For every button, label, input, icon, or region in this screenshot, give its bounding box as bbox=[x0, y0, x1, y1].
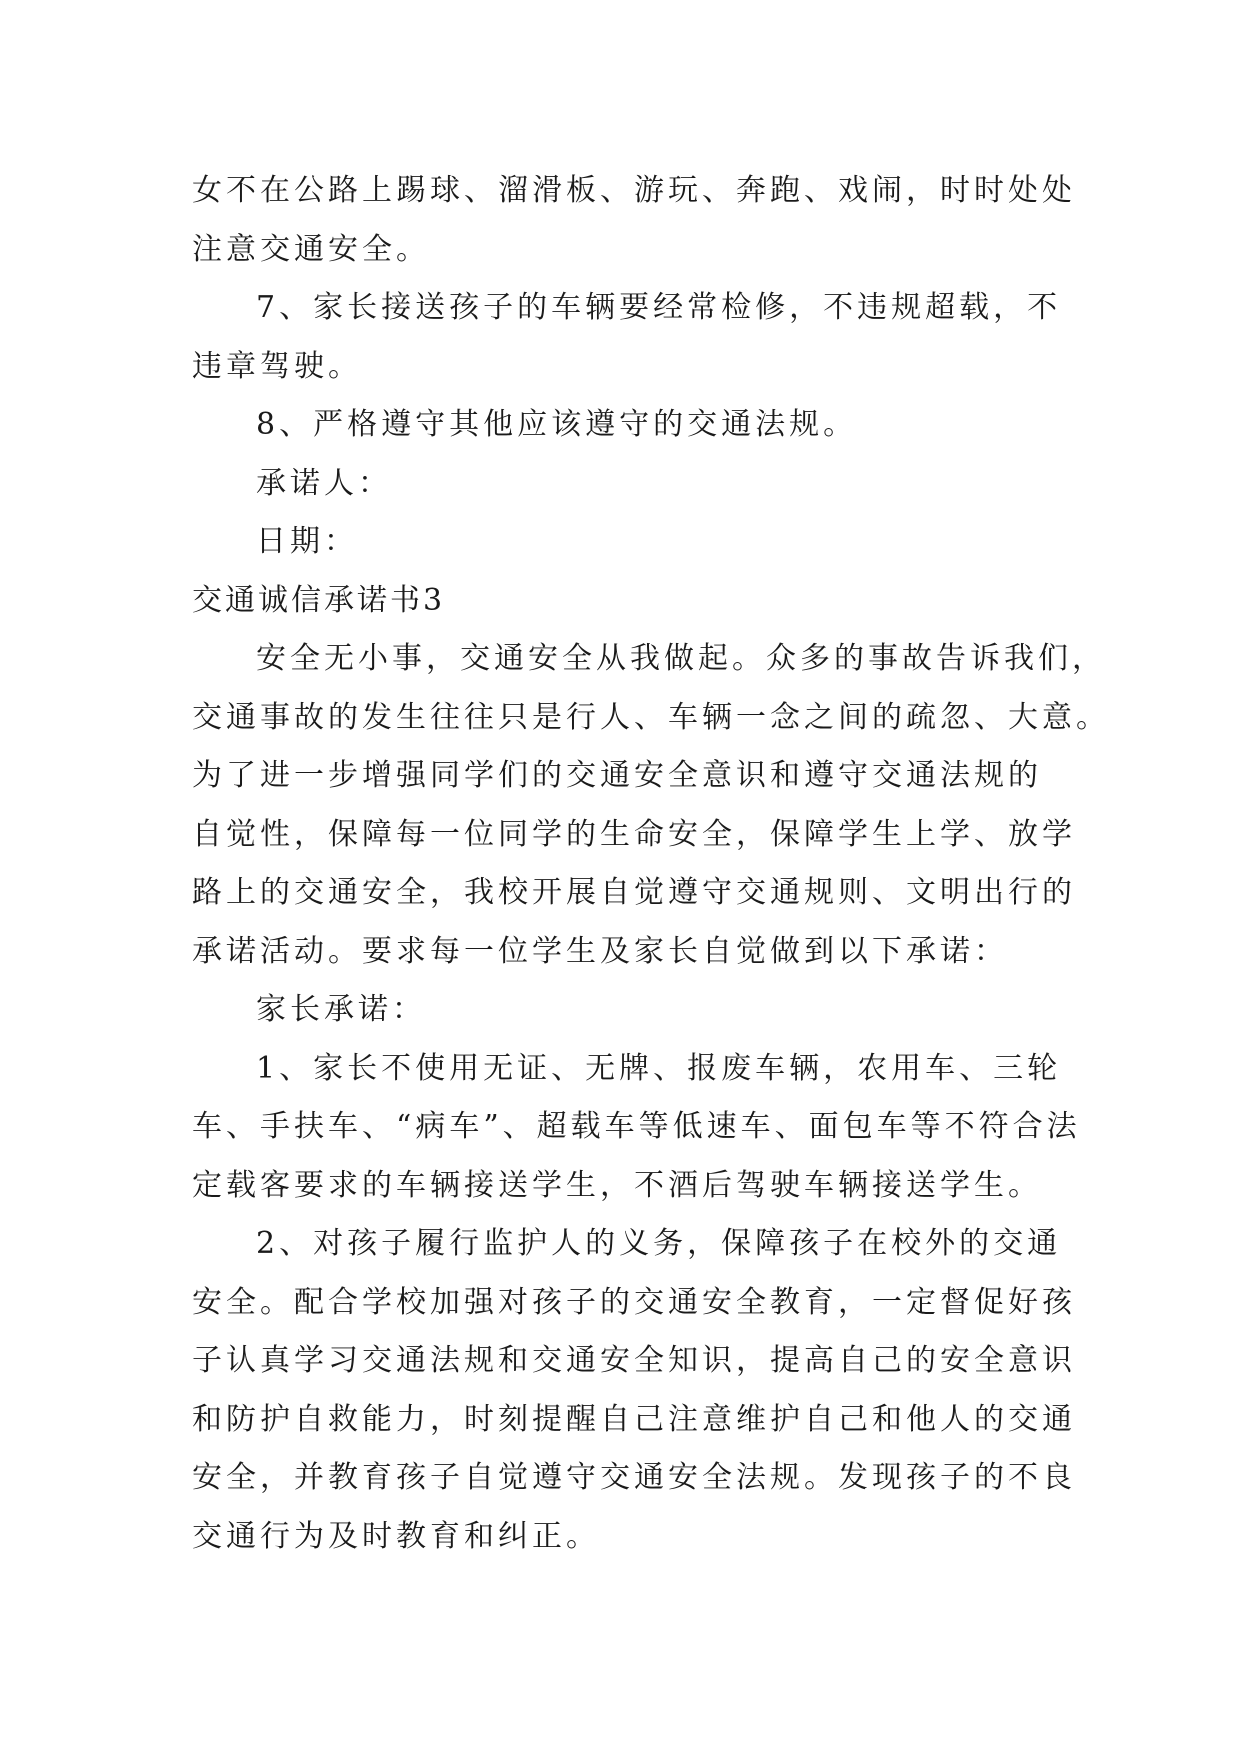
text-line: 8、严格遵守其他应该遵守的交通法规。 bbox=[256, 407, 858, 442]
text-line: 安全。配合学校加强对孩子的交通安全教育，一定督促好孩 bbox=[192, 1284, 1076, 1320]
text-line: 路上的交通安全，我校开展自觉遵守交通规则、文明出行的 bbox=[192, 875, 1076, 910]
text-line: 女不在公路上踢球、溜滑板、游玩、奔跑、戏闹，时时处处 bbox=[192, 173, 1076, 208]
paragraph bbox=[192, 396, 1052, 455]
section-heading bbox=[192, 572, 1052, 631]
paragraph bbox=[192, 1040, 1081, 1216]
paragraph bbox=[192, 1215, 1076, 1566]
text-line: 车、手扶车、“病车”、超载车等低速车、面包车等不符合法 bbox=[192, 1109, 1081, 1144]
text-line: 1、家长不使用无证、无牌、报废车辆，农用车、三轮 bbox=[256, 1050, 1062, 1086]
text-line: 承诺活动。要求每一位学生及家长自觉做到以下承诺： bbox=[192, 933, 1008, 969]
text-line: 子认真学习交通法规和交通安全知识，提高自己的安全意识 bbox=[192, 1343, 1076, 1378]
text-line: 安全无小事，交通安全从我做起。众多的事故告诉我们， bbox=[256, 641, 1106, 676]
text-line: 2、对孩子履行监护人的义务，保障孩子在校外的交通 bbox=[256, 1226, 1062, 1261]
paragraph bbox=[192, 513, 1052, 572]
text-line: 安全，并教育孩子自觉遵守交通安全法规。发现孩子的不良 bbox=[192, 1460, 1076, 1495]
text-line: 交通行为及时教育和纠正。 bbox=[192, 1518, 600, 1554]
paragraph bbox=[192, 279, 1062, 396]
text-line: 定载客要求的车辆接送学生，不酒后驾驶车辆接送学生。 bbox=[192, 1167, 1042, 1203]
text-line: 注意交通安全。 bbox=[192, 231, 430, 267]
text-line: 日期： bbox=[256, 524, 358, 559]
paragraph bbox=[192, 981, 1052, 1040]
paragraph bbox=[192, 162, 1076, 279]
text-line: 承诺人： bbox=[256, 465, 392, 501]
text-line: 自觉性，保障每一位同学的生命安全，保障学生上学、放学 bbox=[192, 816, 1076, 852]
text-line: 违章驾驶。 bbox=[192, 348, 362, 384]
document-body bbox=[192, 162, 1110, 1566]
text-line: 家长承诺： bbox=[256, 992, 426, 1027]
heading-text: 交通诚信承诺书3 bbox=[192, 582, 446, 618]
text-line: 7、家长接送孩子的车辆要经常检修，不违规超载，不 bbox=[256, 290, 1062, 325]
text-line: 和防护自救能力，时刻提醒自己注意维护自己和他人的交通 bbox=[192, 1401, 1076, 1437]
text-line: 交通事故的发生往往只是行人、车辆一念之间的疏忽、大意。 bbox=[192, 699, 1110, 735]
paragraph bbox=[192, 630, 1110, 981]
paragraph bbox=[192, 455, 1052, 514]
text-line: 为了进一步增强同学们的交通安全意识和遵守交通法规的 bbox=[192, 758, 1042, 793]
